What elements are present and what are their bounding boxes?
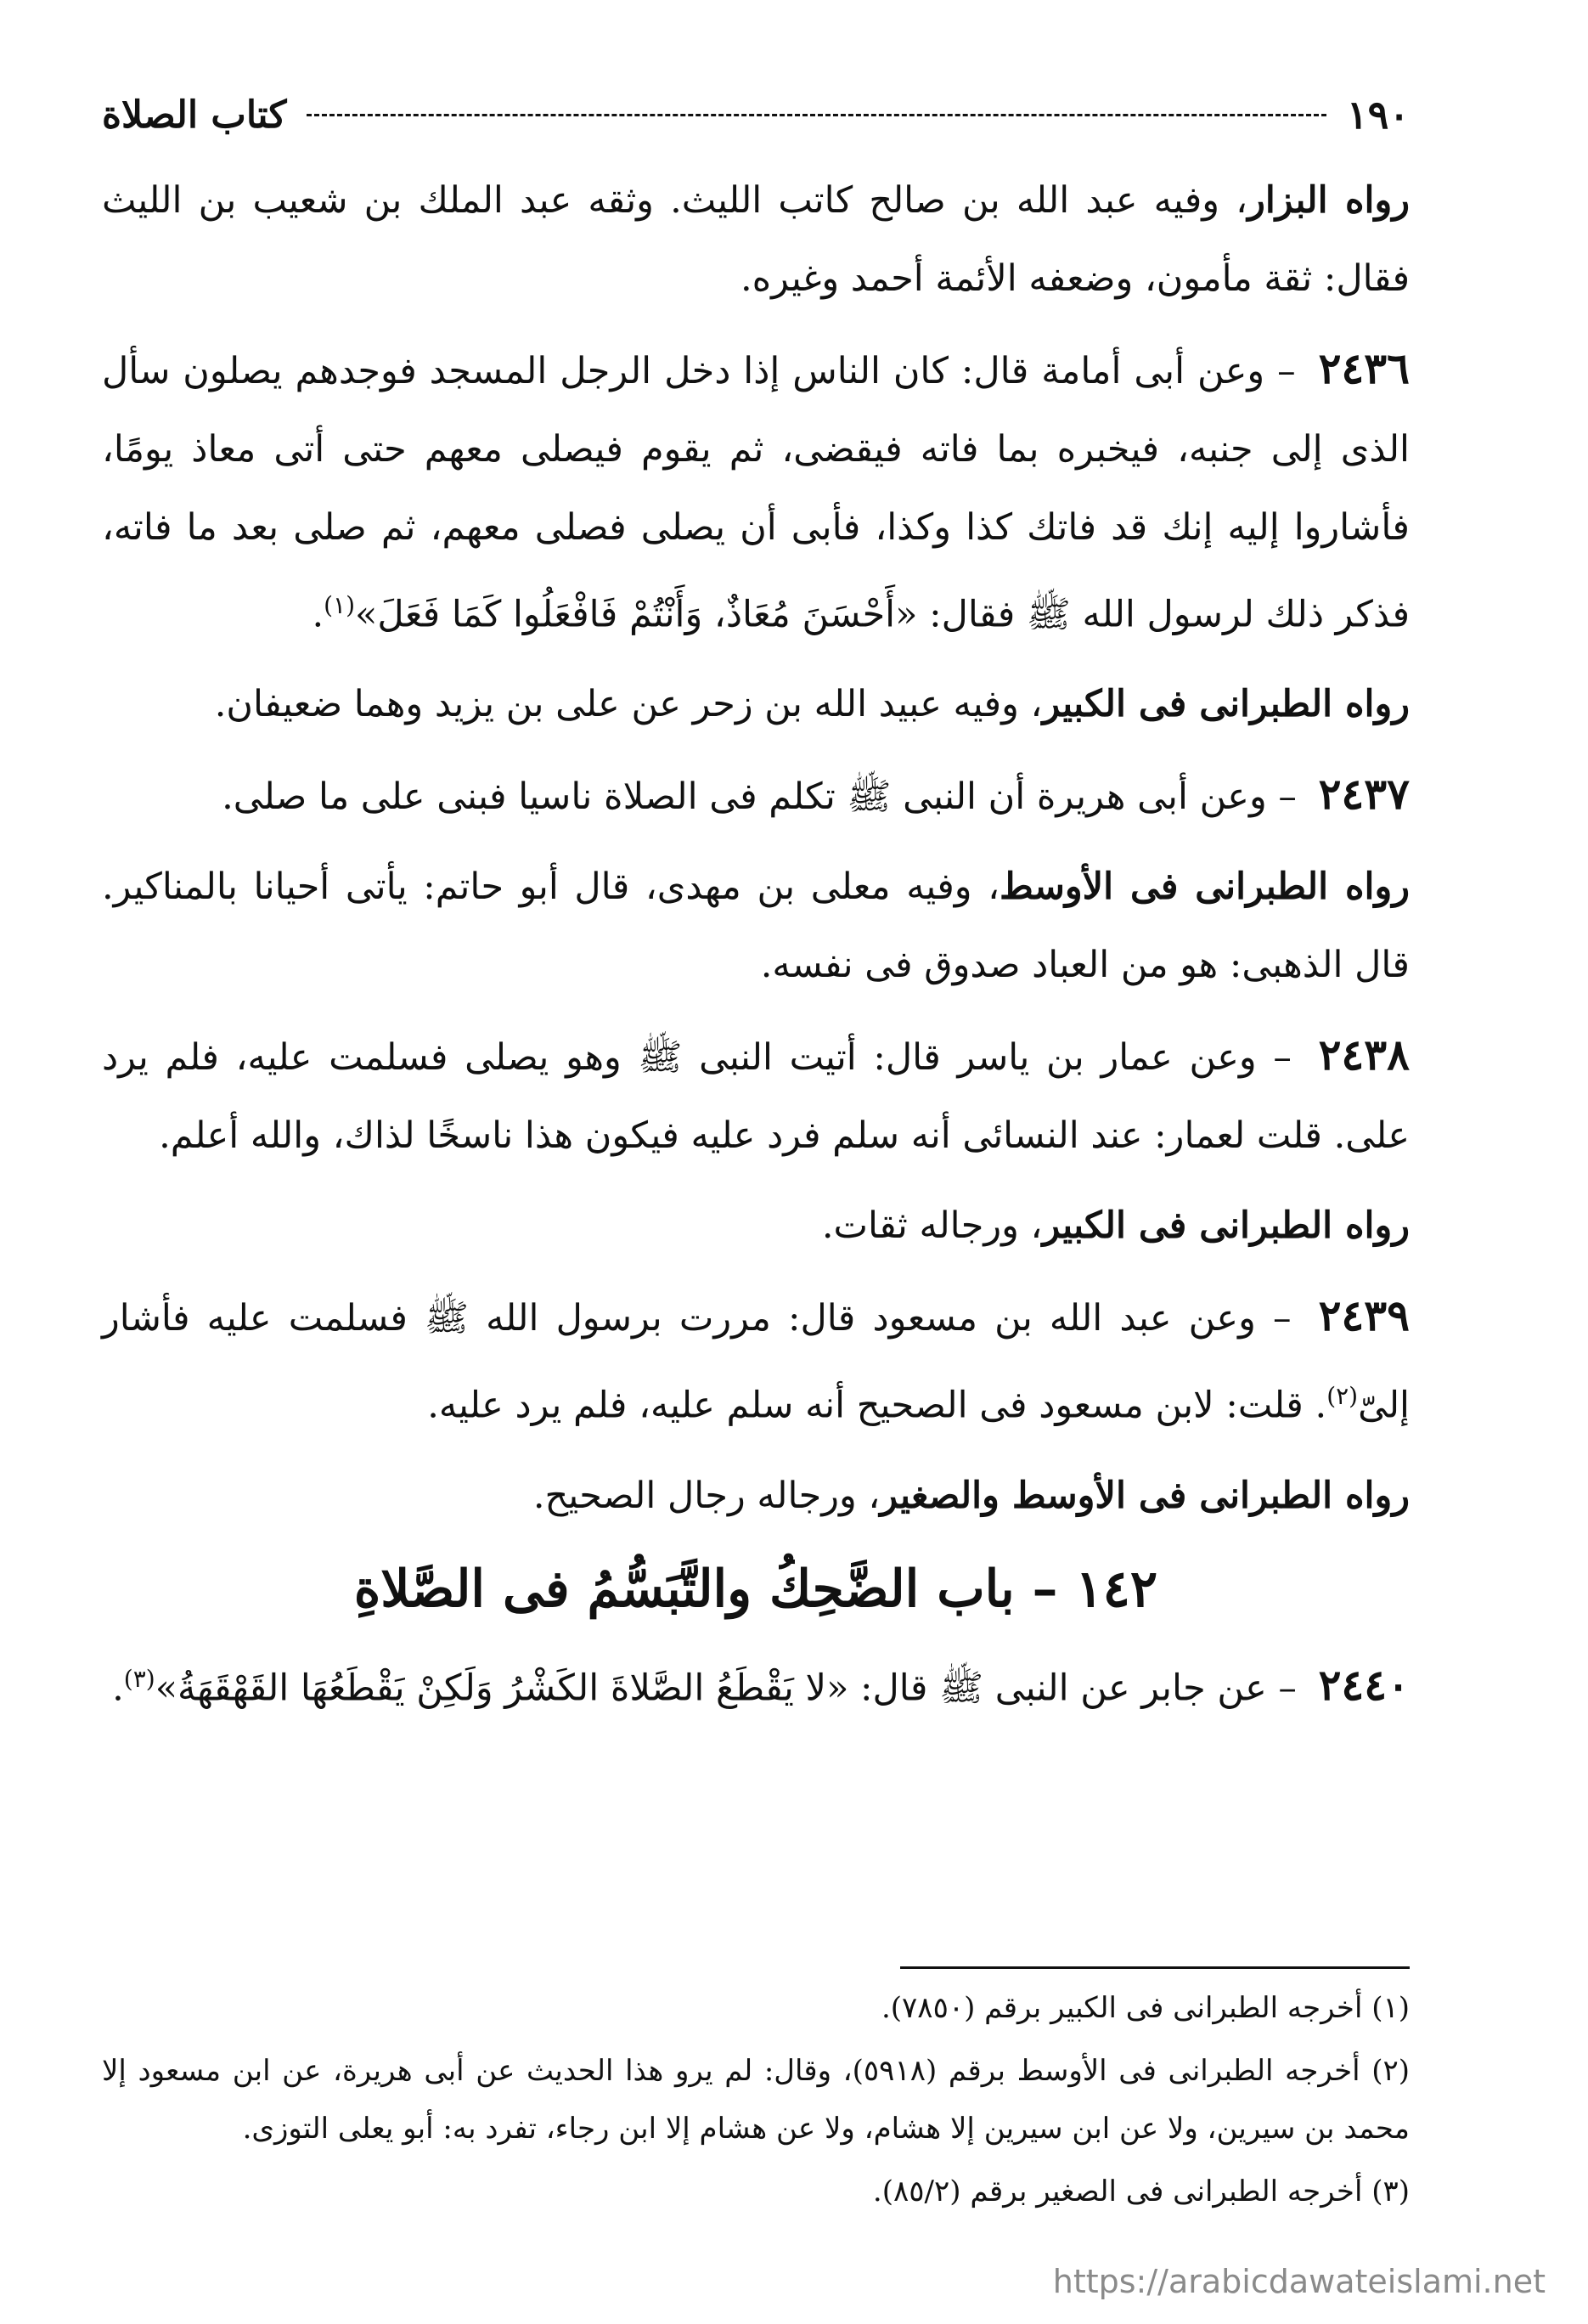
footnotes	[102, 1966, 1410, 2225]
source-label: رواه الطبرانى فى الأوسط والصغير	[880, 1474, 1410, 1517]
hadith-end: .	[112, 1666, 124, 1709]
source-note	[102, 665, 1410, 743]
hadith-paragraph	[102, 1277, 1410, 1444]
hadith-number: ٢٤٣٦	[1318, 343, 1410, 393]
hadith-number: ٢٤٤٠	[1318, 1659, 1410, 1710]
chapter-heading: ١٤٢ – باب الضَّحِكُ والتَّبَسُّمُ فى الصَّلاةِ	[353, 1559, 1158, 1619]
hadith-paragraph	[102, 1016, 1410, 1175]
footnote-ref: (٣)	[123, 1664, 155, 1693]
book-title: كتاب الصلاة	[102, 93, 287, 137]
hadith-text: – وعن أبى هريرة أن النبى ﷺ تكلم فى الصلاة ناسيا فبنى على ما صلى.	[222, 776, 1297, 819]
hadith-paragraph	[102, 330, 1410, 653]
footnote-item: (٢) أخرجه الطبرانى فى الأوسط برقم (٥٩١٨)، وقال: لم يرو هذا الحديث عن أبى هريرة، عن ابن مسعود إلا محمد بن سيرين، ولا عن ابن سيرين إلا هشام، ولا عن هشام إلا ابن رجاء، تفرد به: أبو يعلى التوزى.	[102, 2054, 1410, 2146]
footnote-ref: (٢)	[1326, 1382, 1359, 1411]
hadith-paragraph	[102, 1640, 1410, 1727]
source-text: ، وفيه معلى بن مهدى، قال أبو حاتم: يأتى أحيانا بالمناكير. قال الذهبى: هو من العباد صدوق فى نفسه.	[102, 866, 1410, 987]
watermark-url: https://arabicdawateislami.net	[1052, 2263, 1546, 2300]
hadith-end: .	[312, 593, 324, 636]
source-text: ، وفيه عبيد الله بن زحر عن على بن يزيد وهما ضعيفان.	[214, 683, 1043, 726]
source-text: ، ورجاله ثقات.	[821, 1204, 1043, 1248]
hadith-end: . قلت: لابن مسعود فى الصحيح أنه سلم عليه، فلم يرد عليه.	[427, 1384, 1327, 1427]
hadith-number: ٢٤٣٧	[1318, 769, 1410, 820]
hadith-quote: «أَحْسَنَ مُعَاذٌ، وَأَنْتُمْ فَافْعَلُوا كَمَا فَعَلَ»	[355, 593, 918, 636]
source-note	[102, 848, 1410, 1004]
hadith-quote: «لا يَقْطَعُ الصَّلاةَ الكَشْرُ وَلَكِنْ يَقْطَعُهَا القَهْقَهَةُ»	[155, 1666, 849, 1709]
footnote-item: (١) أخرجه الطبرانى فى الكبير برقم (٧٨٥٠).	[881, 1991, 1410, 2025]
hadith-number: ٢٤٣٨	[1318, 1029, 1410, 1080]
footnote-rule	[900, 1966, 1410, 1969]
book-page	[102, 68, 1410, 2293]
source-label: رواه الطبرانى فى الأوسط	[1000, 866, 1410, 909]
page-number: ١٩٠	[1346, 92, 1410, 138]
page-header	[102, 85, 1410, 144]
source-label: رواه الطبرانى فى الكبير	[1042, 1204, 1410, 1248]
hadith-text: – وعن عمار بن ياسر قال: أتيت النبى ﷺ وهو يصلى فسلمت عليه، فلم يرد على. قلت لعمار: عند النسائى أنه سلم فرد عليه فيكون هذا ناسخًا لذاك، والله أعلم.	[102, 1036, 1410, 1158]
hadith-text: – وعن أبى أمامة قال: كان الناس إذا دخل الرجل المسجد فوجدهم يصلون سأل الذى إلى جنبه، فيخبره بما فاته فيقضى، ثم يقوم فيصلى معهم حتى أتى معاذ يومًا، فأشاروا إليه إنك قد فاتك كذا وكذا، فأبى أن يصلى فصلى معهم، ثم صلى بعد ما فاته، فذكر ذلك لرسول الله ﷺ فقال:	[102, 350, 1410, 636]
source-text: ، ورجاله رجال الصحيح.	[532, 1474, 881, 1517]
header-dash-rule	[307, 114, 1326, 116]
hadith-paragraph	[102, 755, 1410, 836]
hadith-text: – عن جابر عن النبى ﷺ قال:	[848, 1666, 1297, 1709]
hadith-text: – وعن عبد الله بن مسعود قال: مررت برسول الله ﷺ فسلمت عليه فأشار إلىّ	[102, 1297, 1410, 1427]
footnote-item: (٣) أخرجه الطبرانى فى الصغير برقم (٨٥/٢).	[872, 2175, 1410, 2208]
source-label: رواه البزار	[1247, 179, 1411, 222]
source-label: رواه الطبرانى فى الكبير	[1042, 683, 1410, 726]
source-note	[102, 161, 1410, 318]
page-body	[102, 161, 1410, 1739]
hadith-number: ٢٤٣٩	[1318, 1290, 1410, 1341]
source-note	[102, 1457, 1410, 1535]
source-note	[102, 1187, 1410, 1265]
footnote-ref: (١)	[324, 591, 356, 619]
source-text: ، وفيه عبد الله بن صالح كاتب الليث. وثقه عبد الملك بن شعيب بن الليث فقال: ثقة مأمون، وضعفه الأئمة أحمد وغيره.	[102, 179, 1410, 300]
